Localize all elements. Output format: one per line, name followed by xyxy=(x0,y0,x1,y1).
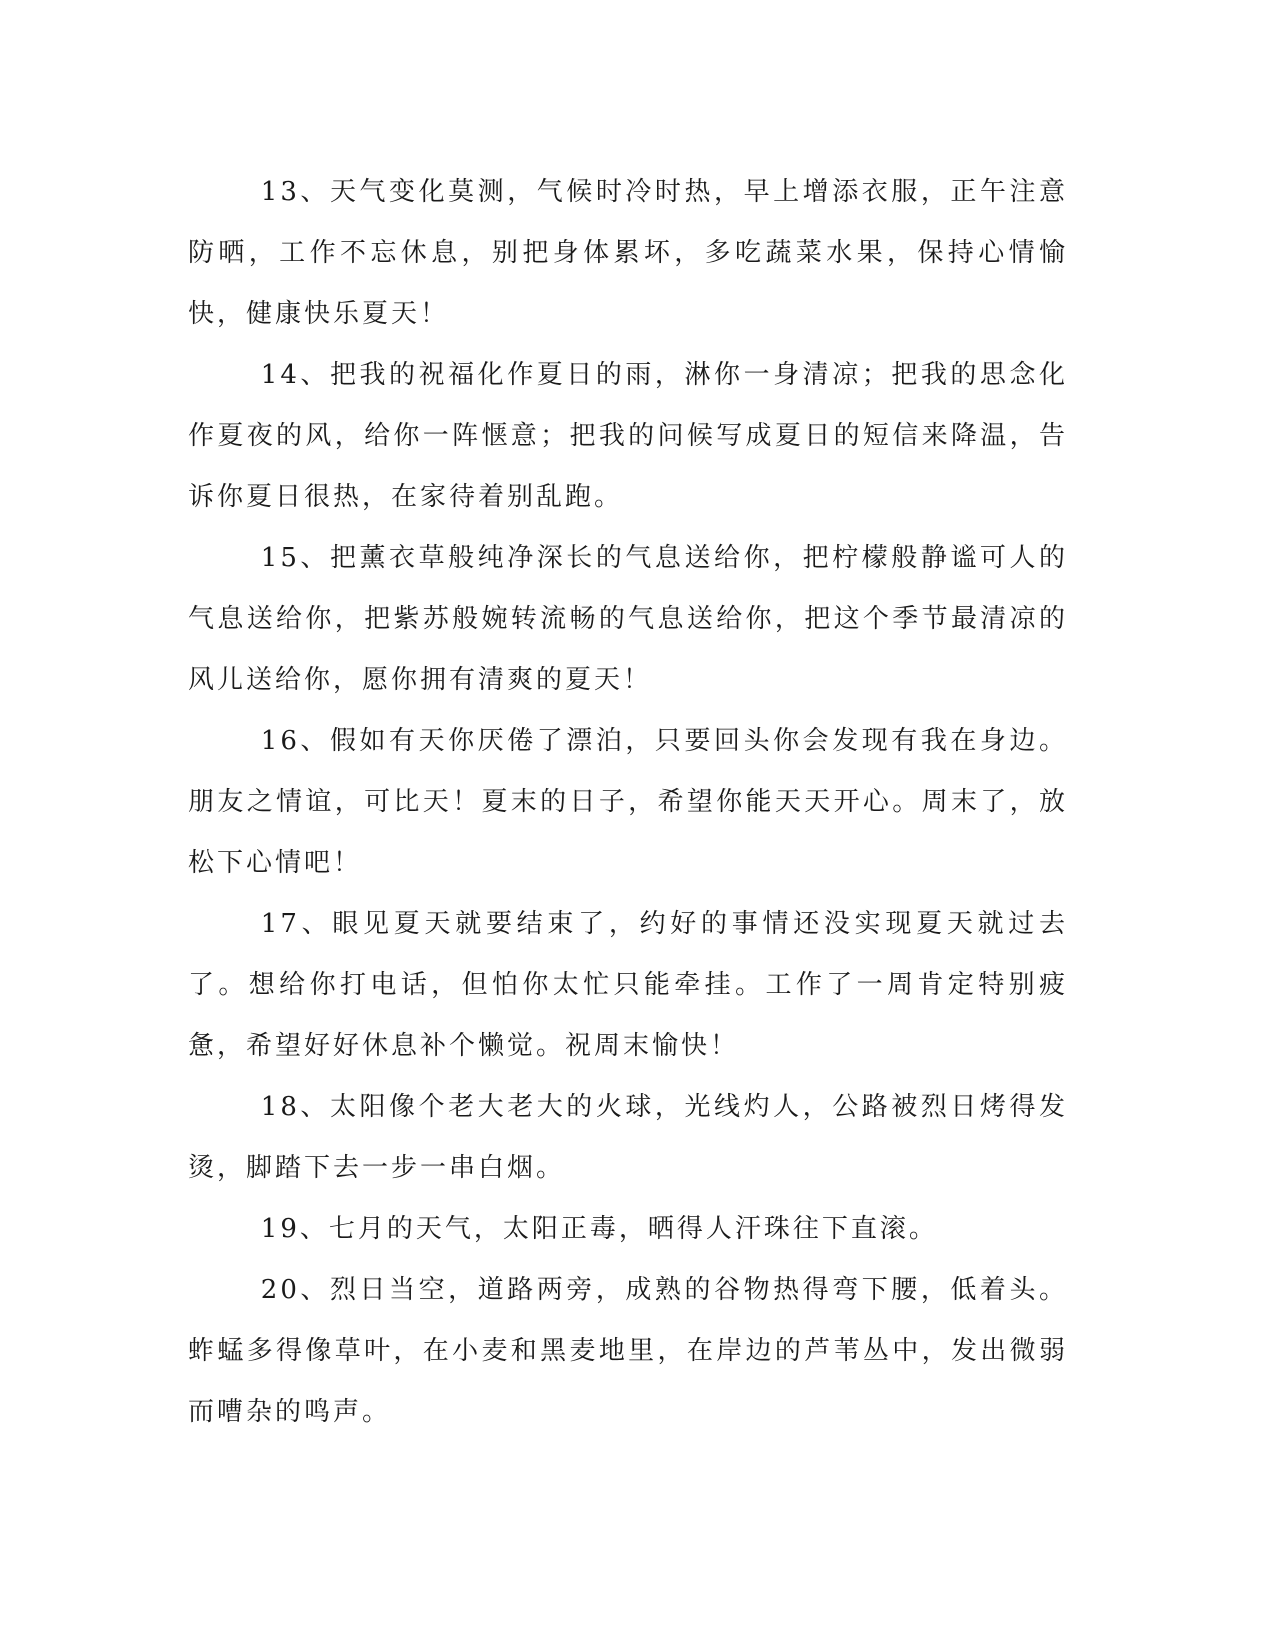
paragraph-16: 16、假如有天你厌倦了漂泊，只要回头你会发现有我在身边。朋友之情谊，可比天！夏末的日子，希望你能天天开心。周末了，放松下心情吧！ xyxy=(188,726,1068,878)
paragraph-19: 19、七月的天气，太阳正毒，晒得人汗珠往下直滚。 xyxy=(260,1214,938,1244)
paragraph-14: 14、把我的祝福化作夏日的雨，淋你一身清凉；把我的思念化作夏夜的风，给你一阵惬意；把我的问候写成夏日的短信来降温，告诉你夏日很热，在家待着别乱跑。 xyxy=(188,360,1068,512)
document-body xyxy=(188,162,1068,1443)
paragraph-17: 17、眼见夏天就要结束了，约好的事情还没实现夏天就过去了。想给你打电话，但怕你太忙只能牵挂。工作了一周肯定特别疲惫，希望好好休息补个懒觉。祝周末愉快！ xyxy=(188,909,1068,1061)
paragraph-18: 18、太阳像个老大老大的火球，光线灼人，公路被烈日烤得发烫，脚踏下去一步一串白烟。 xyxy=(188,1092,1068,1183)
paragraph-15: 15、把薰衣草般纯净深长的气息送给你，把柠檬般静谧可人的气息送给你，把紫苏般婉转流畅的气息送给你，把这个季节最清凉的风儿送给你，愿你拥有清爽的夏天！ xyxy=(188,543,1068,695)
paragraph-13: 13、天气变化莫测，气候时冷时热，早上增添衣服，正午注意防晒，工作不忘休息，别把身体累坏，多吃蔬菜水果，保持心情愉快，健康快乐夏天！ xyxy=(188,177,1068,329)
paragraph-20: 20、烈日当空，道路两旁，成熟的谷物热得弯下腰，低着头。蚱蜢多得像草叶，在小麦和黑麦地里，在岸边的芦苇丛中，发出微弱而嘈杂的鸣声。 xyxy=(188,1275,1068,1427)
